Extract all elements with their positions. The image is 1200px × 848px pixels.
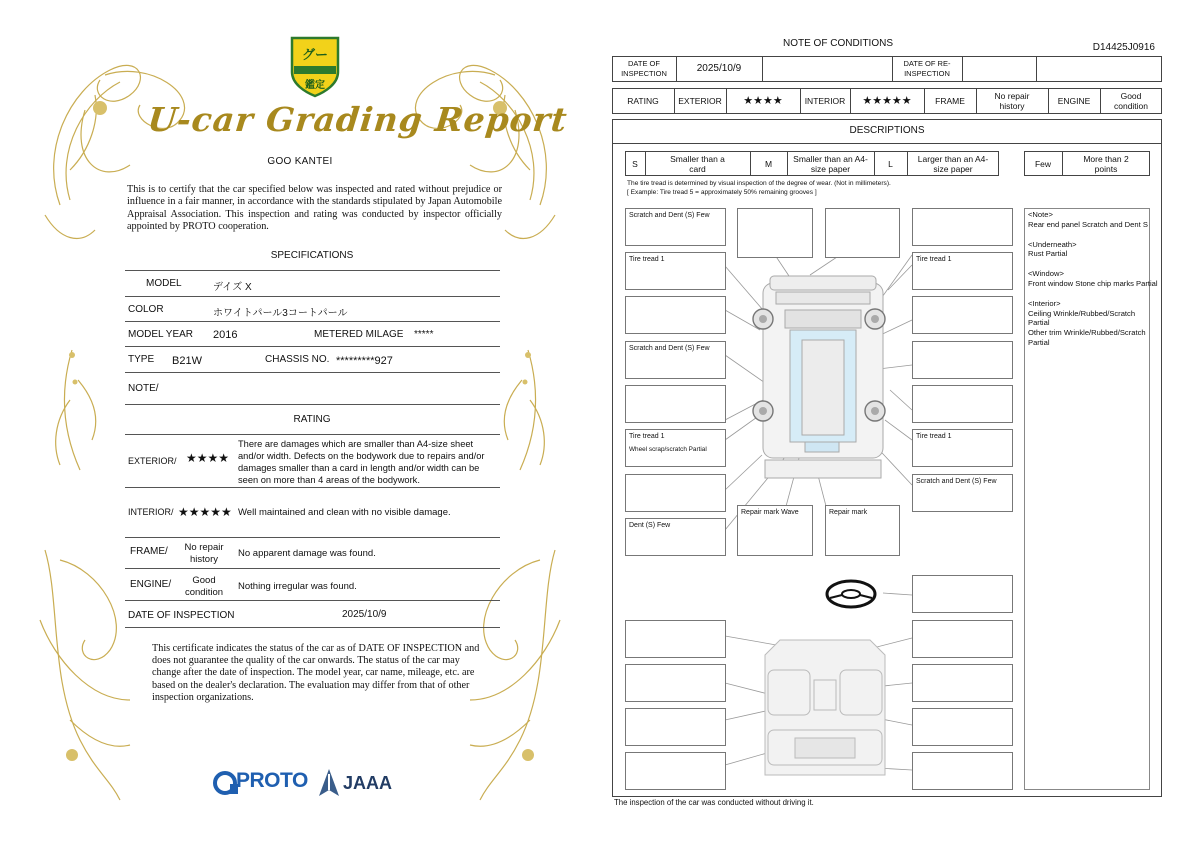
- note-heading: <Note>: [1028, 210, 1053, 219]
- frame-label: FRAME: [935, 96, 965, 106]
- frame-value: No repair history: [184, 542, 224, 565]
- date-value: 2025/10/9: [342, 609, 387, 620]
- rating-heading: RATING: [293, 414, 331, 425]
- note-box-left-3: [625, 296, 726, 334]
- legend-s: S: [632, 158, 638, 169]
- frame-text: No apparent damage was found.: [238, 548, 376, 559]
- color-label: COLOR: [128, 304, 164, 315]
- note-box-left-6: Tire tread 1 Wheel scrap/scratch Partial: [625, 429, 726, 467]
- exterior-text: There are damages which are smaller than A4-size sheet and/or width. Defects on the bodywork due to repairs and/or damages smaller than a card in length and/or width can be seen on more than 4 areas of the bodywork.: [238, 439, 485, 485]
- exterior-stars: ★★★★: [743, 95, 783, 107]
- legend-l: L: [888, 158, 893, 169]
- note-of-conditions: [600, 0, 1200, 848]
- exterior-label: EXTERIOR: [678, 96, 722, 106]
- car-top-view: [753, 276, 885, 478]
- note-box-right-3: [912, 296, 1013, 334]
- model-value: デイズ X: [213, 282, 252, 293]
- badge-logo-text: グー: [301, 47, 328, 62]
- interior-text-2: Other trim Wrinkle/Rubbed/Scratch Partial: [1028, 328, 1146, 347]
- document-id: D14425J0916: [1092, 42, 1155, 53]
- note-box-right-6: Tire tread 1: [912, 429, 1013, 467]
- chassis-value: *********927: [336, 355, 393, 367]
- note-box-int-r1: [912, 620, 1013, 658]
- legend-m: M: [764, 158, 773, 169]
- window-text: Front window Stone chip marks Partial: [1028, 278, 1158, 288]
- note-box-steering: [912, 575, 1013, 613]
- model-year-value: 2016: [213, 329, 238, 341]
- metered-label: METERED MILAGE: [314, 329, 404, 340]
- report-subtitle: GOO KANTEI: [267, 156, 333, 167]
- engine-text: Nothing irregular was found.: [238, 581, 357, 592]
- report-footer: The inspection of the car was conducted without driving it.: [614, 798, 814, 807]
- note-box-left-1: Scratch and Dent (S) Few: [625, 208, 726, 246]
- note-label: NOTE/: [128, 383, 159, 394]
- note-box-left-4: Scratch and Dent (S) Few: [625, 341, 726, 379]
- date-of-inspection-value: 2025/10/9: [696, 63, 742, 74]
- legend-l-desc: Larger than an A4-size paper: [917, 153, 989, 174]
- note-box-right-7: Scratch and Dent (S) Few: [912, 474, 1013, 512]
- note-box-top-3: [825, 208, 900, 258]
- note-box-right-4: [912, 341, 1013, 379]
- interior-heading: <Interior>: [1028, 298, 1061, 308]
- report-title: U-car Grading Report: [145, 100, 570, 139]
- date-label: DATE OF INSPECTION: [128, 610, 235, 621]
- engine-value: Good condition: [184, 575, 224, 598]
- underneath-heading: <Underneath>: [1028, 239, 1077, 249]
- legend-s-desc: Smaller than a card: [670, 153, 725, 174]
- descriptions-heading: DESCRIPTIONS: [849, 125, 925, 136]
- frame-value: No repair history: [994, 91, 1030, 111]
- report-heading: NOTE OF CONDITIONS: [783, 38, 893, 49]
- rating-label: RATING: [627, 96, 659, 106]
- interior-text-1: Ceiling Wrinkle/Rubbed/Scratch Partial: [1028, 308, 1136, 328]
- engine-label: ENGINE/: [130, 579, 172, 590]
- note-box-right-1: [912, 208, 1013, 246]
- interior-text: Well maintained and clean with no visible damage.: [238, 507, 451, 518]
- note-box-left-2: Tire tread 1: [625, 252, 726, 290]
- note-box-bottom-1: Repair mark Wave: [737, 505, 813, 556]
- reinspection-label: DATE OF RE-INSPECTION: [903, 59, 951, 78]
- note-box-int-r2: [912, 664, 1013, 702]
- note-box-int-l1: [625, 620, 726, 658]
- jaaa-logo-text: JAAA: [343, 773, 393, 793]
- color-value: ホワイトパール3コートパール: [213, 308, 348, 319]
- type-label: TYPE: [128, 354, 155, 365]
- tire-example: [ Example: Tire tread 5 = approximately 50% remaining grooves ]: [627, 189, 817, 196]
- type-value: B21W: [172, 355, 202, 367]
- legend-few: Few: [1034, 158, 1052, 169]
- date-of-inspection-label: DATE OF INSPECTION: [621, 59, 667, 78]
- legend-m-desc: Smaller than an A4-size paper: [793, 153, 868, 174]
- certificate-intro: This is to certify that the car specified below was inspected and rated without prejudice or influence in a fair manner, in accordance with the standards stipulated by Japan Automobile Appraisal Association. This inspection and rating was conducted by inspector officially appointed by PROTO cooperation.: [127, 184, 502, 233]
- note-box-top-2: [737, 208, 813, 258]
- exterior-stars: ★★★★: [186, 451, 230, 465]
- proto-logo-text: PROTO: [236, 769, 308, 792]
- certificate-footnote: This certificate indicates the status of the car as of DATE OF INSPECTION and does not guarantee the quality of the car onwards. The status of the car may change after the date of inspection. The model year, car name, mileage, etc. are based on the dealer's declaration. The evaluation may differ from that of other inspection organizations.: [152, 643, 480, 703]
- model-year-label: MODEL YEAR: [128, 329, 194, 340]
- chassis-label: CHASSIS NO.: [265, 354, 330, 365]
- badge-kantei-text: 鑑定: [305, 80, 325, 91]
- interior-label: INTERIOR/: [128, 507, 174, 517]
- steering-wheel-icon: [827, 581, 875, 607]
- engine-label: ENGINE: [1057, 96, 1091, 106]
- note-box-right-5: [912, 385, 1013, 423]
- engine-value: Good condition: [1113, 91, 1149, 111]
- notes-panel-text: [1028, 210, 1158, 348]
- metered-value: *****: [414, 329, 434, 340]
- exterior-label: EXTERIOR/: [128, 456, 177, 466]
- frame-label: FRAME/: [130, 546, 168, 557]
- tire-note: The tire tread is determined by visual inspection of the degree of wear. (Not in millimeters).: [627, 180, 891, 187]
- note-box-left-5: [625, 385, 726, 423]
- note-box-int-r3: [912, 708, 1013, 746]
- model-label: MODEL: [146, 278, 182, 289]
- window-heading: <Window>: [1028, 269, 1064, 279]
- interior-stars: ★★★★★: [862, 95, 912, 107]
- underneath-text: Rust Partial: [1028, 249, 1068, 259]
- note-box-int-l3: [625, 708, 726, 746]
- interior-label: INTERIOR: [804, 96, 846, 106]
- note-text: Rear end panel Scratch and Dent S: [1028, 219, 1148, 229]
- jaaa-logo-icon: [318, 768, 340, 798]
- legend-more: More than 2 points: [1083, 153, 1129, 174]
- note-box-left-8: Dent (S) Few: [625, 518, 726, 556]
- note-box-int-l4: [625, 752, 726, 790]
- note-box-bottom-2: Repair mark: [825, 505, 900, 556]
- note-box-left-7: [625, 474, 726, 512]
- note-box-int-l2: [625, 664, 726, 702]
- specifications-heading: SPECIFICATIONS: [270, 250, 354, 261]
- car-interior-view: [765, 640, 885, 775]
- note-box-int-r4: [912, 752, 1013, 790]
- note-box-right-2: Tire tread 1: [912, 252, 1013, 290]
- interior-stars: ★★★★★: [178, 505, 232, 519]
